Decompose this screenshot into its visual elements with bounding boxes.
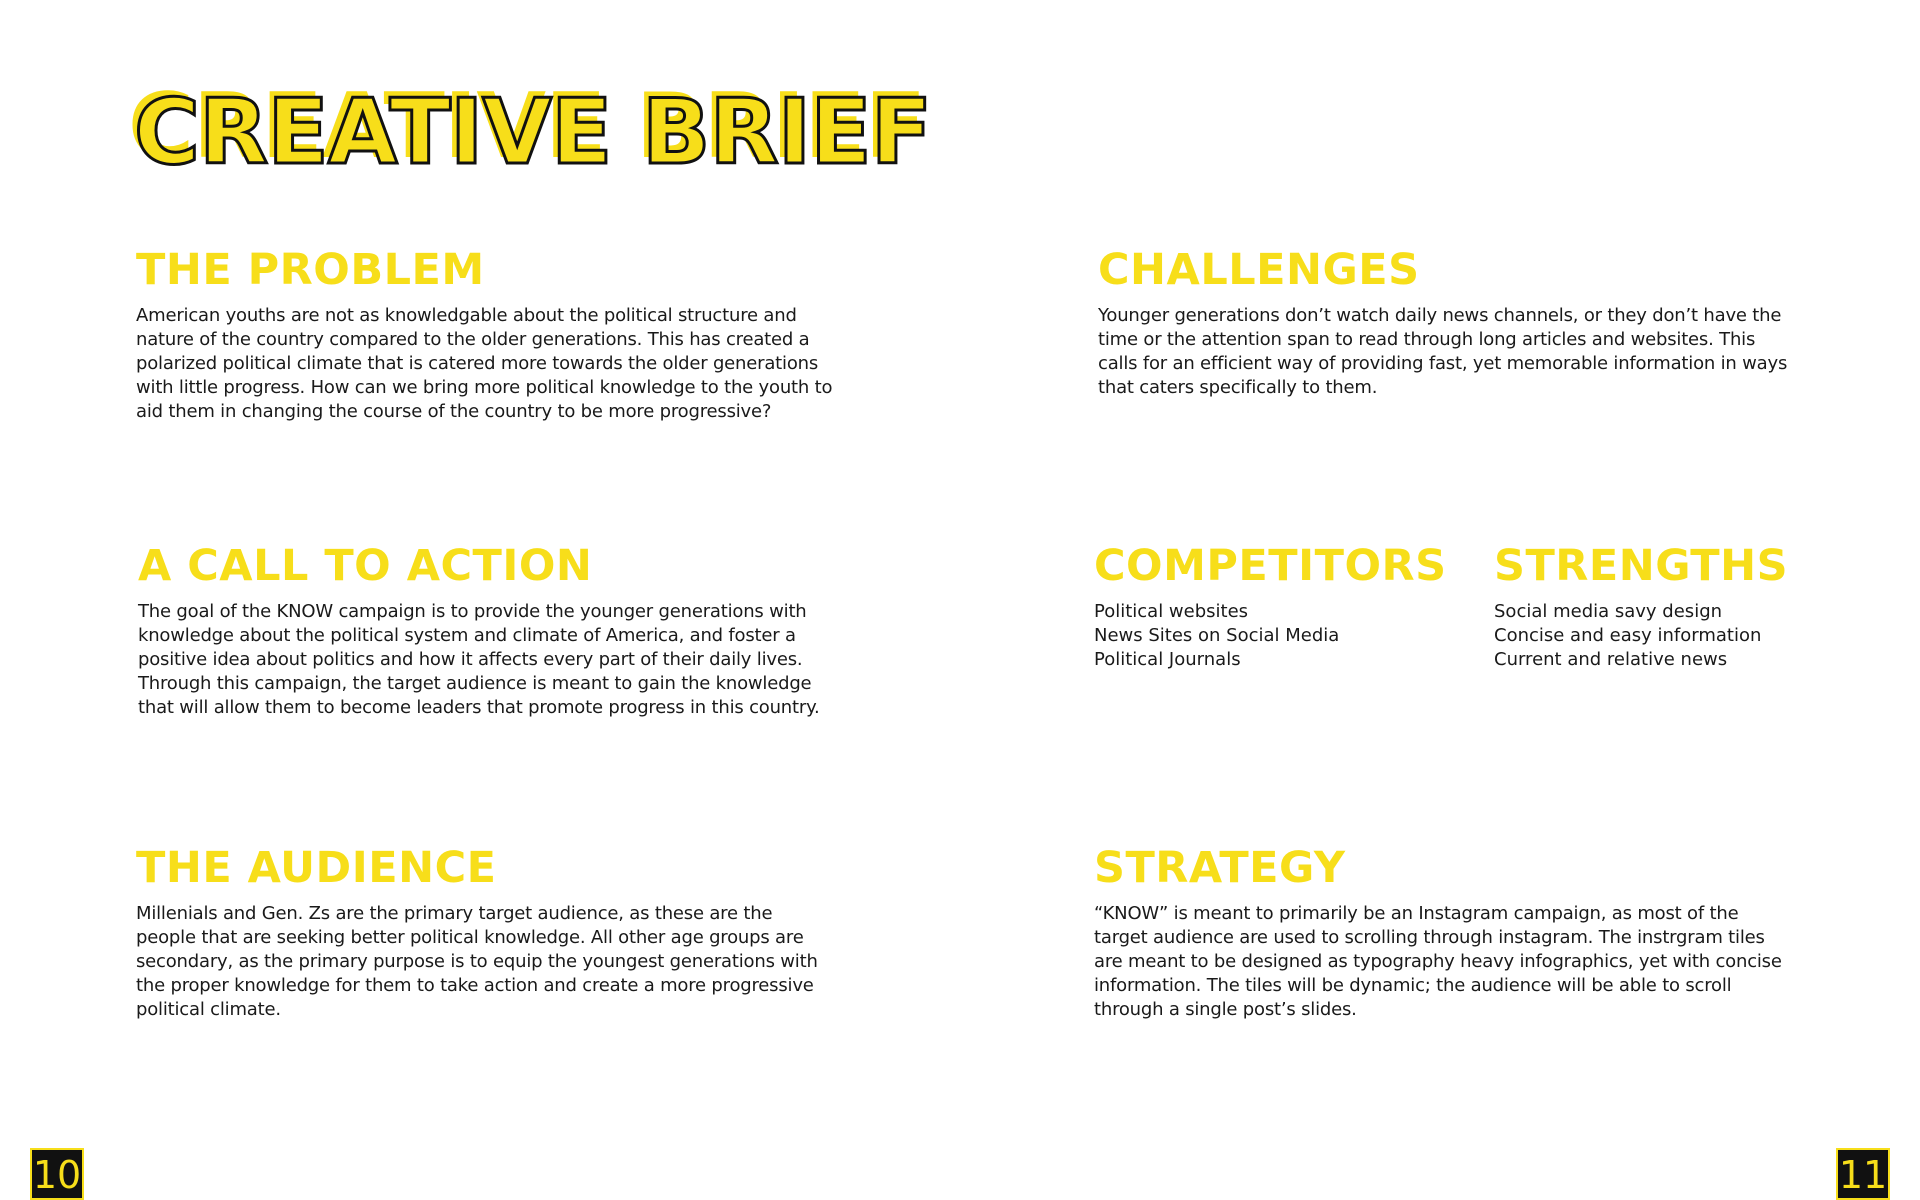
competitors-heading: COMPETITORS <box>1094 541 1447 591</box>
audience-section <box>136 842 836 1022</box>
competitor-item: Political websites <box>1094 601 1249 622</box>
strategy-heading: STRATEGY <box>1094 843 1346 893</box>
strengths-heading: STRENGTHS <box>1494 541 1789 591</box>
call-to-action-heading: A CALL TO ACTION <box>138 541 593 591</box>
competitor-item: Political Journals <box>1094 649 1241 670</box>
page-title: CREATIVE BRIEF <box>134 80 932 185</box>
problem-heading: THE PROBLEM <box>136 245 485 295</box>
strength-item: Concise and easy information <box>1494 625 1762 646</box>
competitors-list <box>1094 600 1474 672</box>
strength-item: Current and relative news <box>1494 649 1728 670</box>
problem-body: American youths are not as knowledgable about the political structure and nature of the country compared to the older generations. This has created a polarized political climate that is catered more towards the older generations with little progress. How can we bring more political knowledge to the youth to aid them in changing the course of the country to be more progressive? <box>136 305 833 422</box>
strength-item: Social media savy design <box>1494 601 1723 622</box>
strengths-list <box>1494 600 1874 672</box>
page-number-right: 11 <box>1836 1148 1890 1200</box>
competitor-item: News Sites on Social Media <box>1094 625 1340 646</box>
audience-body: Millenials and Gen. Zs are the primary target audience, as these are the people that are seeking better political knowledge. All other age groups are secondary, as the primary purpose is to equip the youngest generations with the proper knowledge for them to take action and create a more progressive political climate. <box>136 903 818 1020</box>
page-number-left: 10 <box>30 1148 84 1200</box>
call-to-action-body: The goal of the KNOW campaign is to provide the younger generations with knowledge about the political system and climate of America, and foster a positive idea about politics and how it affects every part of their daily lives. Through this campaign, the target audience is meant to gain the knowledge that will allow them to become leaders that promote progress in this country. <box>138 601 820 718</box>
challenges-heading: CHALLENGES <box>1098 245 1420 295</box>
strategy-section <box>1094 842 1794 1022</box>
audience-heading: THE AUDIENCE <box>136 843 497 893</box>
strategy-body: “KNOW” is meant to primarily be an Instagram campaign, as most of the target audience are used to scrolling through instagram. The instrgram tiles are meant to be designed as typography heavy infographics, yet with concise information. The tiles will be dynamic; the audience will be able to scroll through a single post’s slides. <box>1094 903 1782 1020</box>
strengths-section <box>1494 540 1874 672</box>
problem-section <box>136 244 836 424</box>
challenges-section <box>1098 244 1798 400</box>
call-to-action-section <box>138 540 838 720</box>
competitors-section <box>1094 540 1474 672</box>
challenges-body: Younger generations don’t watch daily news channels, or they don’t have the time or the attention span to read through long articles and websites. This calls for an efficient way of providing fast, yet memorable information in ways that caters specifically to them. <box>1098 305 1788 398</box>
